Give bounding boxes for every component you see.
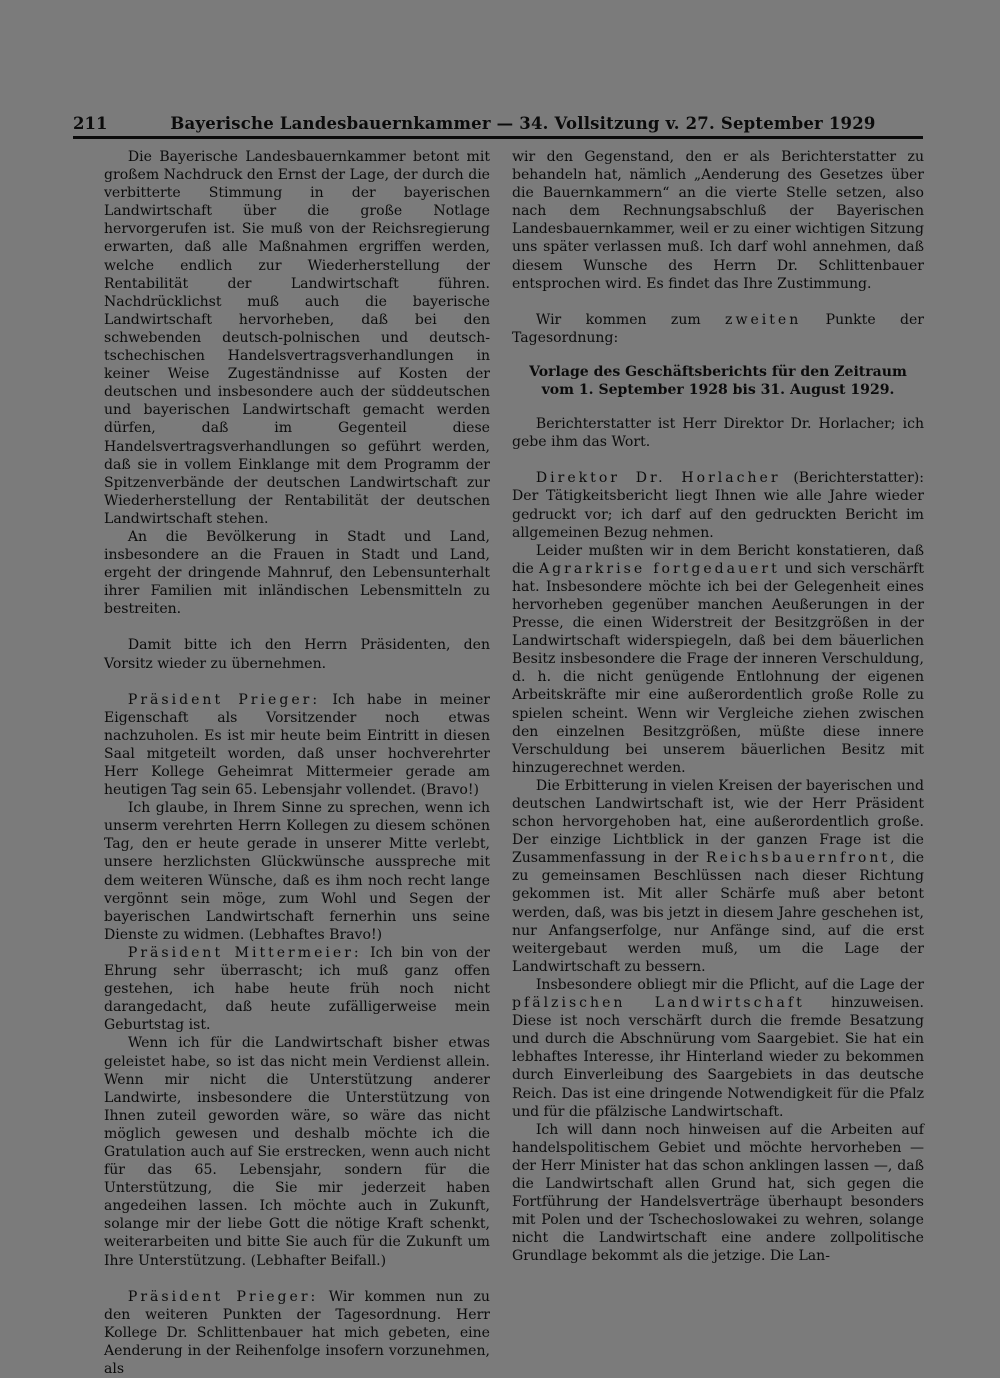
- paragraph-text: Punkte der Tagesordnung:: [512, 311, 925, 346]
- paragraph-text: und sich verschärft hat. Insbesondere möchte ich bei der Gelegenheit eines hervorheben gegenüber manchen Aeußerungen in der Presse, die einen Widerstreit der Besitzgrößen in der Landwirtschaft widerspiegeln, daß bei dem bäuerlichen Besitz insbesondere die Frage der inneren Verschuldung, d. h. die nicht genügende Entlohnung der eigenen Arbeitskräfte mir eine außerordentlich große Rolle zu spielen scheint. Wenn wir Vergleiche ziehen zwischen den einzelnen Besitzgrößen, müßte diese innere Verschuldung bei unserem bäuerlichen Besitz mit hinzugerechnet werden.: [512, 560, 924, 776]
- spaced-emphasis: zweiten: [725, 311, 802, 328]
- paragraph-text: Wir kommen nun zu den weiteren Punkten der Tagesordnung. Herr Kollege Dr. Schlittenbauer hat mich gebeten, eine Aenderung in der Reihenfolge insofern vorzunehmen, als: [104, 1288, 490, 1377]
- paragraph: [512, 415, 924, 451]
- paragraph-text: Ich glaube, in Ihrem Sinne zu sprechen, wenn ich unserm verehrten Herrn Kollegen zu diesem schönen Tag, den er heute gerade in unserer Mitte verlebt, unsere herzlichsten Glückwünsche ausspreche mit dem weiteren Wünsche, daß es ihm noch recht lange vergönnt sein möge, zum Wohl und Segen der bayerischen Landwirtschaft fernerhin uns seine Dienste zu widmen. (Lebhaftes Bravo!): [104, 800, 490, 943]
- speaker-name: Präsident Prieger:: [127, 691, 321, 708]
- paragraph-text: wir den Gegenstand, den er als Berichterstatter zu behandeln hat, nämlich „Aenderung des Gesetzes über die Bauernkammern“ an die vierte Stelle setzen, also nach dem Rechnungsabschluß der Bayerischen Landesbauernkammer, weil er zu einer wichtigen Sitzung uns später verlassen muß. Ich darf wohl annehmen, daß diesem Wunsche des Herrn Dr. Schlittenbauer entsprochen wird. Es findet das Ihre Zustimmung.: [512, 149, 924, 292]
- header-rule: [73, 136, 923, 139]
- paragraph-text: , die zu gemeinsamen Beschlüssen nach dieser Richtung gekommen ist. Mit aller Schärfe muß aber betont werden, daß, was bis jetzt in diesem Jahre geschehen ist, nur Anfangserfolge, nur Anfänge sind, auf die erst weitergebaut werden muß, um die Lage der Landwirtschaft zu bessern.: [512, 850, 925, 975]
- left-column: [104, 148, 490, 1378]
- paragraph-text: Insbesondere obliegt mir die Pflicht, auf die Lage der: [535, 976, 924, 993]
- paragraph-text: Berichterstatter ist Herr Direktor Dr. Horlacher; ich gebe ihm das Wort.: [512, 416, 924, 451]
- paragraph: [104, 1288, 490, 1378]
- spaced-emphasis: Reichsbauernfront: [706, 850, 891, 867]
- page-number: 211: [73, 114, 108, 133]
- paragraph-text: Die Bayerische Landesbauernkammer betont mit großem Nachdruck den Ernst der Lage, der durch die verbitterte Stimmung in der bayerischen Landwirtschaft über die große Notlage hervorgerufen ist. Sie muß von der Reichsregierung erwarten, daß alle Maßnahmen ergriffen werden, welche endlich zur Wiederherstellung der Rentabilität der Landwirtschaft führen. Nachdrücklichst muß auch die bayerische Landwirtschaft hervorheben, daß bei den schwebenden deutsch-polnischen und deutsch-tschechischen Handelsvertragsverhandlungen in keiner Weise Zugeständnisse auf Kosten der deutschen und insbesondere auch der süddeutschen und bayerischen Landwirtschaft gemacht werden dürfen, daß im Gegenteil diese Handelsvertragsverhandlungen so geführt werden, daß sie in vollem Einklange mit dem Programm der Spitzenverbände der deutschen Landwirtschaft zur Wiederherstellung der Rentabilität der deutschen Landwirtschaft stehen.: [104, 149, 490, 527]
- paragraph-text: Wenn ich für die Landwirtschaft bisher etwas geleistet habe, so ist das nicht mein Verdienst allein. Wenn mir nicht die Unterstützung anderer Landwirte, insbesondere die Unterstützung von Ihnen zuteil geworden wäre, so wäre das nicht möglich gewesen und deshalb möchte ich die Gratulation auch auf Sie erstrecken, wenn auch nicht für das 65. Lebensjahr, sondern für die Unterstützung, die Sie mir jederzeit haben angedeihen lassen. Ich möchte auch in Zukunft, solange mir der liebe Gott die nötige Kraft schenkt, weiterarbeiten und bitte Sie auch für die Zukunft um Ihre Unterstützung. (Lebhafter Beifall.): [104, 1035, 490, 1269]
- spaced-emphasis: pfälzischen Landwirtschaft: [512, 995, 805, 1012]
- paragraph: [104, 636, 490, 672]
- speaker-name: Präsident Prieger:: [127, 1288, 319, 1305]
- paragraph: [512, 148, 924, 293]
- paragraph: [104, 528, 490, 618]
- paragraph-text: An die Bevölkerung in Stadt und Land, insbesondere an die Frauen in Stadt und Land, ergeht der dringende Mahnruf, den Lebensunterhalt ihrer Familien mit inländischen Lebensmitteln zu bestreiten.: [104, 528, 490, 618]
- paragraph: [512, 469, 924, 541]
- speaker-name: Präsident Mittermeier:: [127, 944, 362, 961]
- paragraph-text: Damit bitte ich den Herrn Präsidenten, den Vorsitz wieder zu übernehmen.: [104, 637, 490, 672]
- paragraph: [104, 944, 490, 1034]
- paragraph-text: Ich bin von der Ehrung sehr überrascht; ich muß ganz offen gestehen, ich habe heute früh noch nicht darangedacht, daß heute zufälligerweise mein Geburtstag ist.: [104, 944, 490, 1034]
- paragraph: [512, 976, 924, 1121]
- paragraph-text: Leider mußten wir in dem Bericht konstatieren, daß die: [512, 542, 924, 577]
- paragraph: [512, 1121, 924, 1266]
- right-column: [512, 148, 924, 1265]
- paragraph-text: hinzuweisen. Diese ist noch verschärft durch die fremde Besatzung und durch die Abschnürung vom Saargebiet. Sie hat ein lebhaftes Interesse, ihr Hinterland wieder zu bekommen durch Einverleibung des Saargebiets in das deutsche Reich. Das ist eine dringende Notwendigkeit für die Pfalz und für die pfälzische Landwirtschaft.: [512, 995, 924, 1120]
- spaced-emphasis: Agrarkrise fortgedauert: [538, 560, 780, 577]
- paragraph: [104, 1034, 490, 1269]
- running-title: Bayerische Landesbauernkammer — 34. Vollsitzung v. 27. September 1929: [170, 114, 876, 133]
- speaker-name: Direktor Dr. Horlacher: [535, 470, 781, 487]
- paragraph: [512, 311, 924, 347]
- paragraph: [104, 691, 490, 800]
- paragraph-text: Ich habe in meiner Eigenschaft als Vorsitzender noch etwas nachzuholen. Es ist mir heute beim Eintritt in diesen Saal mitgeteilt worden, daß unser hochverehrter Herr Kollege Geheimrat Mittermeier gerade am heutigen Tag sein 65. Lebensjahr vollendet. (Bravo!): [104, 691, 490, 799]
- paragraph-text: Wir kommen zum: [535, 311, 726, 328]
- page-header: [73, 114, 923, 133]
- paragraph: [512, 542, 924, 777]
- agenda-heading: Vorlage des Geschäftsberichts für den Zeitraum vom 1. September 1928 bis 31. August 1929.: [529, 363, 907, 399]
- paragraph-text: Ich will dann noch hinweisen auf die Arbeiten auf handelspolitischem Gebiet und möchte hervorheben — der Herr Minister hat das schon anklingen lassen —, daß die Landwirtschaft allen Grund hat, sich gegen die Fortführung der Handelsverträge überhaupt besonders mit Polen und der Tschechoslowakei zu wehren, solange nicht die Landwirtschaft eine andere zollpolitische Grundlage bekommt als die jetzige. Die Lan-: [512, 1121, 924, 1265]
- paragraph-text: Die Erbitterung in vielen Kreisen der bayerischen und deutschen Landwirtschaft ist, wie der Herr Präsident schon hervorgehoben hat, eine außerordentlich große. Der einzige Lichtblick in der ganzen Frage ist die Zusammenfassung in der: [512, 777, 924, 867]
- paragraph: [104, 799, 490, 944]
- paragraph: [104, 148, 490, 528]
- paragraph-text: (Berichterstatter): Der Tätigkeitsbericht liegt Ihnen wie alle Jahre wieder gedruckt vor; ich darf auf den gedruckten Bericht im allgemeinen Bezug nehmen.: [512, 470, 924, 541]
- paragraph: [512, 777, 924, 976]
